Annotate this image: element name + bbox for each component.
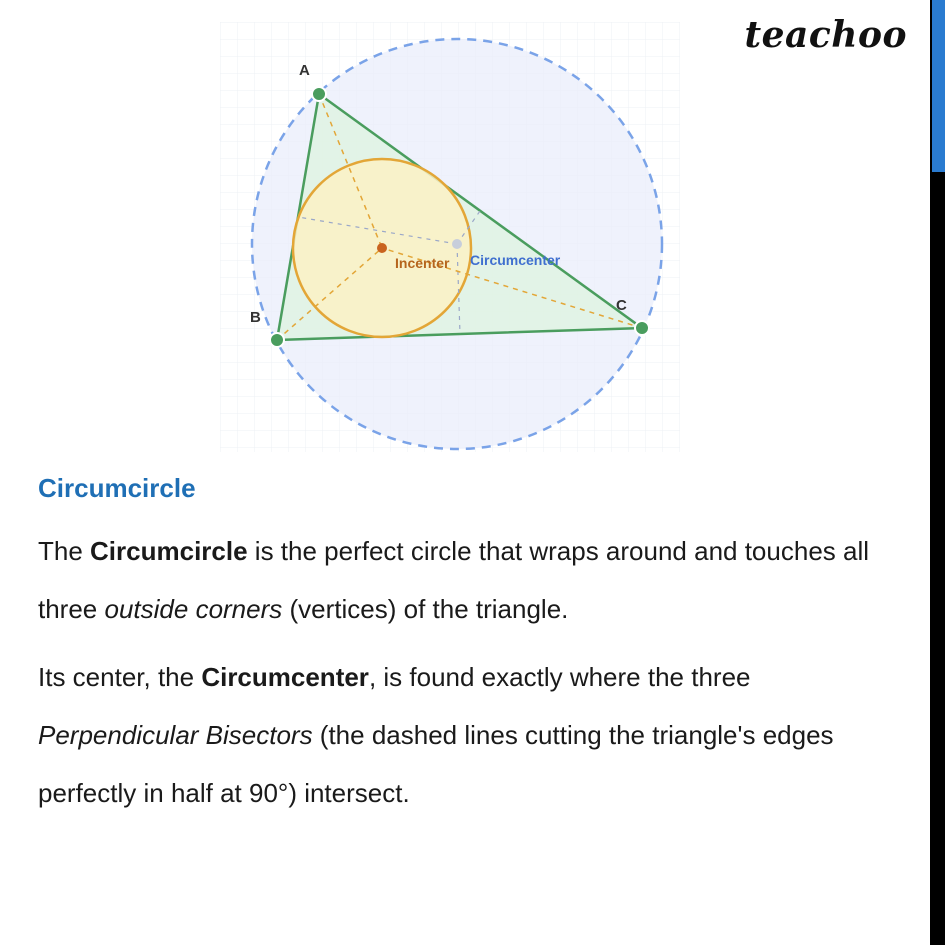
p1-text-2: is the perfect circle that wraps around and touches all three: [38, 536, 870, 624]
vertex-a[interactable]: [312, 87, 326, 101]
p1-italic-outside-corners: outside corners: [104, 594, 283, 624]
paragraph-circumcenter: [38, 648, 908, 822]
p1-bold-circumcircle: Circumcircle: [90, 536, 248, 566]
vertex-a-label: A: [299, 62, 310, 79]
p2-text-3: (the dashed lines cutting the triangle's edges perfectly in half at 90°) intersect.: [38, 720, 834, 808]
p2-bold-circumcenter: Circumcenter: [201, 662, 369, 692]
p2-text-1: Its center, the: [38, 662, 202, 692]
section-heading: Circumcircle: [38, 473, 196, 503]
vertex-c[interactable]: [635, 321, 649, 335]
p1-text-3: (vertices) of the triangle.: [282, 594, 569, 624]
p1-text-1: The: [38, 536, 91, 566]
incenter-label: Incenter: [395, 255, 450, 271]
triangle-diagram: [220, 22, 680, 452]
explanation-content: [38, 468, 908, 832]
geometry-figure: [220, 22, 680, 452]
p2-text-2: , is found exactly where the three: [368, 662, 751, 692]
p2-italic-perpendicular-bisectors: Perpendicular Bisectors: [38, 720, 313, 750]
vertex-b[interactable]: [270, 333, 284, 347]
paragraph-circumcircle: [38, 522, 908, 638]
scroll-thumb[interactable]: [932, 0, 945, 172]
vertex-b-label: B: [250, 309, 261, 326]
incenter-point: [377, 243, 387, 253]
circumcenter-point: [452, 239, 462, 249]
vertex-c-label: C: [616, 297, 627, 314]
teachoo-logo: teachoo: [744, 14, 907, 56]
circumcenter-label: Circumcenter: [470, 252, 561, 268]
